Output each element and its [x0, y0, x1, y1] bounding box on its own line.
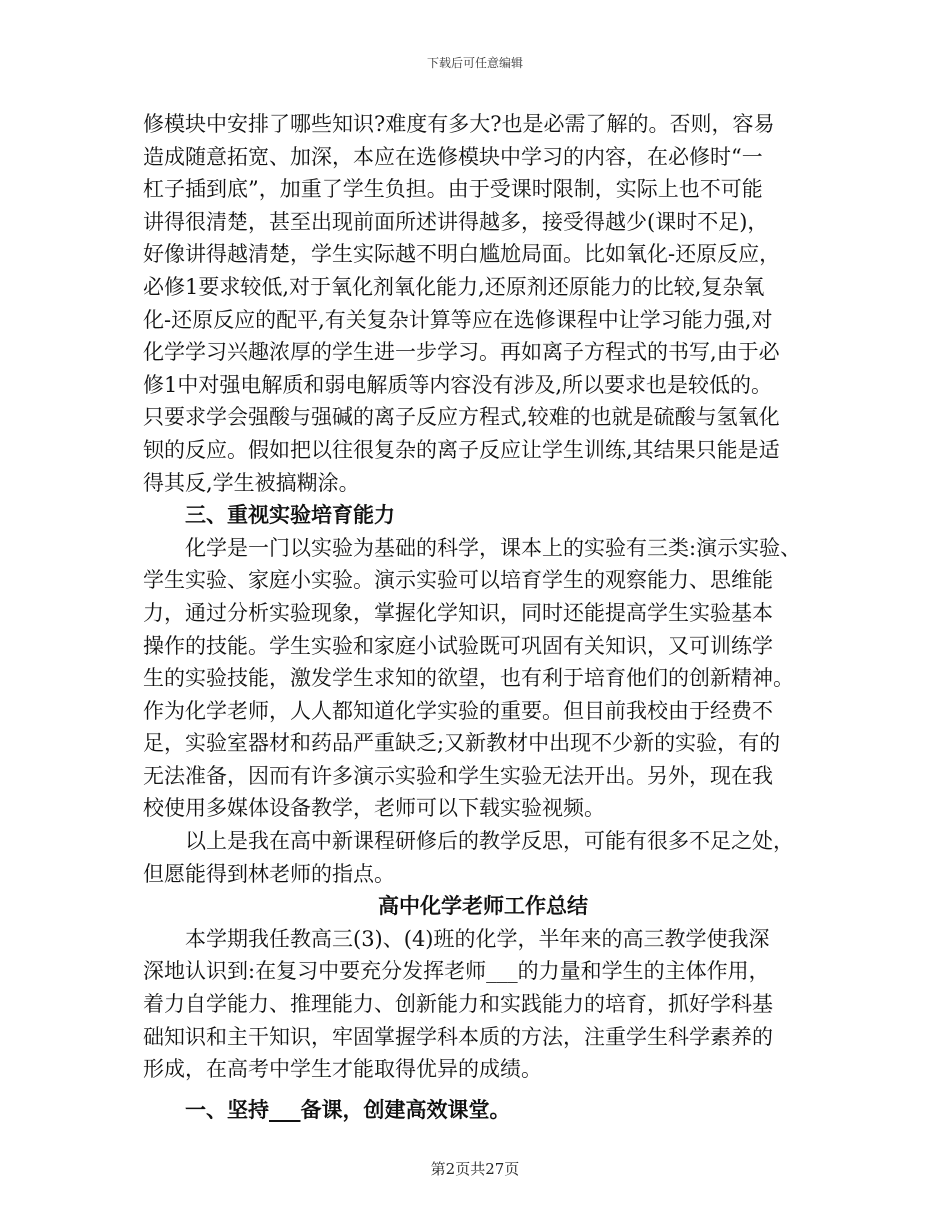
paragraph-first-line: 化学是一门以实验为基础的科学，课本上的实验有三类:演示实验、	[185, 535, 802, 560]
document-body	[143, 108, 823, 1126]
text-line: 必修1要求较低,对于氧化剂氧化能力,还原剂还原能力的比较,复杂氧	[143, 274, 765, 299]
text-line: 力，通过分析实验现象，掌握化学知识，同时还能提高学生实验基本	[143, 600, 773, 625]
text-line: 形成，在高考中学生才能取得优异的成绩。	[143, 1057, 542, 1082]
section-heading: 三、重视实验培育能力	[185, 502, 395, 528]
text-line: 校使用多媒体设备教学，老师可以下载实验视频。	[143, 796, 605, 821]
section-heading: 一、坚持___备课，创建高效课堂。	[185, 1096, 511, 1122]
document-title: 高中化学老师工作总结	[378, 893, 588, 919]
text-line: 钡的反应。假如把以往很复杂的离子反应让学生训练,其结果只能是适	[143, 437, 780, 462]
text-line: 操作的技能。学生实验和家庭小试验既可巩固有关知识，又可训练学	[143, 633, 773, 658]
text-line: 但愿能得到林老师的指点。	[143, 861, 395, 886]
text-line: 足，实验室器材和药品严重缺乏;又新教材中出现不少新的实验，有的	[143, 731, 781, 756]
text-line: 只要求学会强酸与强碱的离子反应方程式,较难的也就是硫酸与氢氧化	[143, 405, 780, 430]
page-footer: 第2页共27页	[430, 1160, 520, 1178]
text-line: 学生实验、家庭小实验。演示实验可以培育学生的观察能力、思维能	[143, 568, 773, 593]
text-line: 修模块中安排了哪些知识?难度有多大?也是必需了解的。否则，容易	[143, 112, 775, 136]
text-line: 造成随意拓宽、加深，本应在选修模块中学习的内容，在必修时“一	[143, 144, 763, 169]
text-line: 好像讲得越清楚，学生实际越不明白尴尬局面。比如氧化-还原反应，	[143, 242, 781, 267]
text-line: 修1中对强电解质和弱电解质等内容没有涉及,所以要求也是较低的。	[143, 372, 773, 397]
text-line: 讲得很清楚，甚至出现前面所述讲得越多，接受得越少(课时不足)，	[143, 209, 769, 234]
text-line: 化-还原反应的配平,有关复杂计算等应在选修课程中让学习能力强,对	[143, 307, 773, 332]
text-line: 础知识和主干知识，牢固掌握学科本质的方法，注重学生科学素养的	[143, 1024, 773, 1049]
paragraph-first-line: 以上是我在高中新课程研修后的教学反思，可能有很多不足之处，	[185, 829, 794, 854]
page-header: 下载后可任意编辑	[426, 56, 523, 70]
text-line: 着力自学能力、推理能力、创新能力和实践能力的培育，抓好学科基	[143, 992, 773, 1017]
text-line: 杠子插到底”，加重了学生负担。由于受课时限制，实际上也不可能	[143, 177, 763, 202]
text-line: 得其反,学生被搞糊涂。	[143, 470, 360, 495]
text-line: 深地认识到:在复习中要充分发挥老师___的力量和学生的主体作用，	[143, 959, 770, 984]
text-line: 作为化学老师，人人都知道化学实验的重要。但目前我校由于经费不	[143, 698, 773, 723]
text-line: 无法准备，因而有许多演示实验和学生实验无法开出。另外，现在我	[143, 763, 773, 788]
text-line: 化学学习兴趣浓厚的学生进一步学习。再如离子方程式的书写,由于必	[143, 340, 780, 365]
paragraph-first-line: 本学期我任教高三(3)、(4)班的化学，半年来的高三教学使我深	[185, 926, 770, 951]
text-line: 生的实验技能，激发学生求知的欲望，也有利于培育他们的创新精神。	[143, 666, 794, 691]
